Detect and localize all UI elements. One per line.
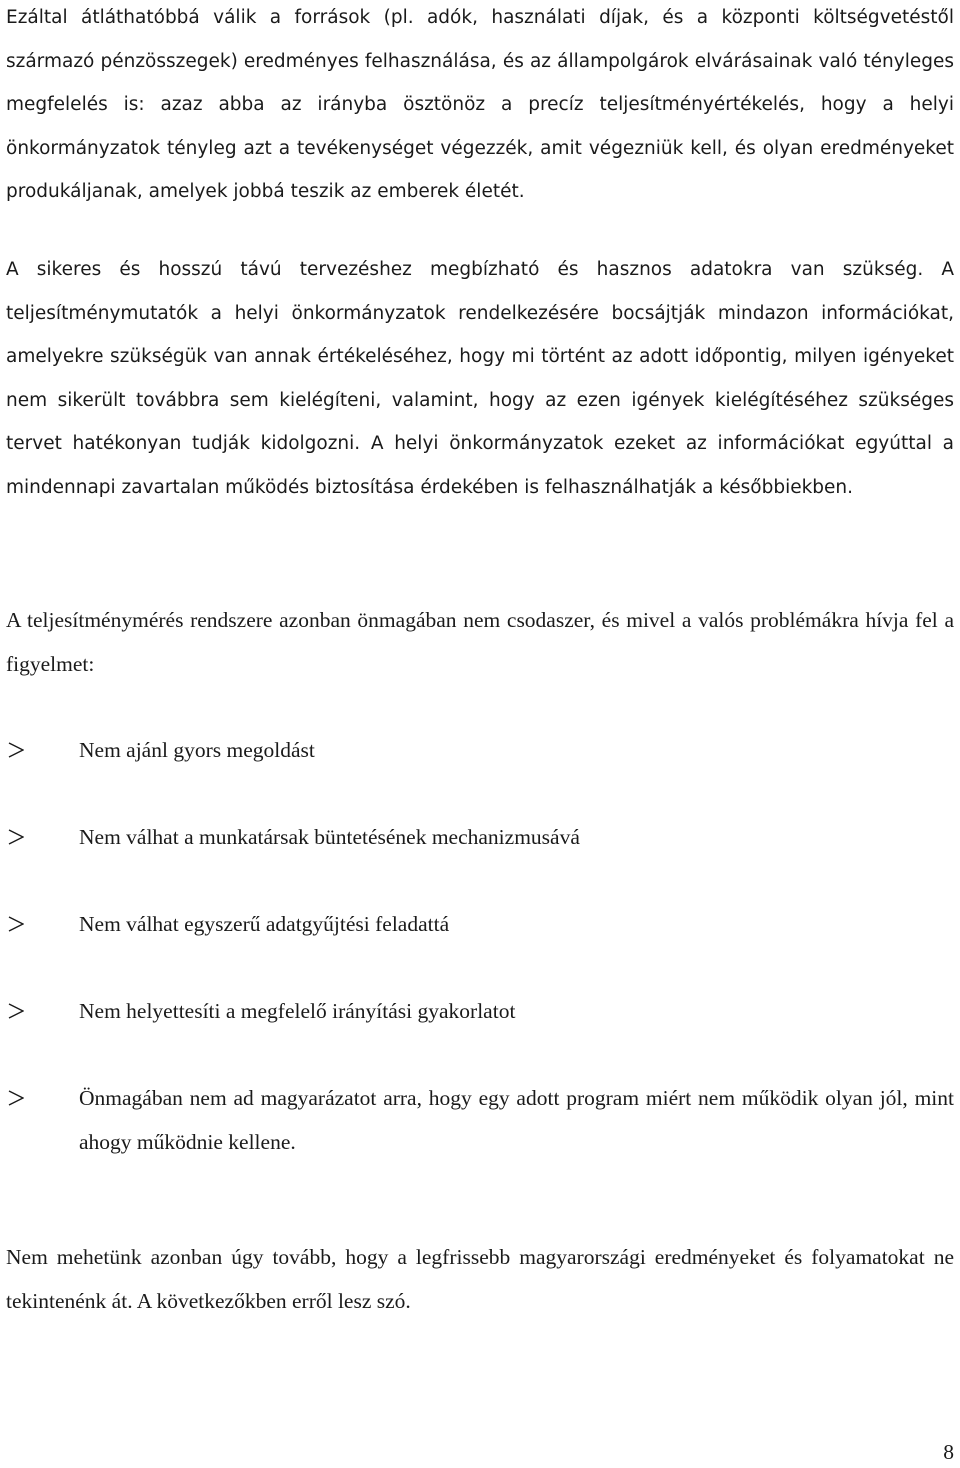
arrowhead-bullet-icon [8,1090,24,1106]
list-item [6,729,954,773]
arrowhead-bullet-icon [8,829,24,845]
paragraph-2: A sikeres és hosszú távú tervezéshez megbízható és hasznos adatokra van szükség. A teljesítménymutatók a helyi önkormányzatok rendelkezésére bocsájtják mindazon információkat, amelyekre szükségük van annak értékeléséhez, hogy mi történt az adott időpontig, milyen igényeket nem sikerült továbbra sem kielégíteni, valamint, hogy az ezen igények kielégítéséhez szükséges tervet hatékonyan tudják kidolgozni. A helyi önkormányzatok ezeket az információkat egyúttal a mindennapi zavartalan működés biztosítása érdekében is felhasználhatják a későbbiekben. [6,259,954,498]
list-item [6,816,954,860]
paragraph-1: Ezáltal átláthatóbbá válik a források (pl. adók, használati díjak, és a központi költségvetéstől származó pénzösszegek) eredményes felhasználása, és az állampolgárok elvárásainak való tényleges megfelelés is: azaz abba az irányba ösztönöz a precíz teljesítményértékelés, hogy a helyi önkormányzatok tényleg azt a tevékenységet végezzék, amit végezniük kell, és olyan eredményeket produkáljanak, amelyek jobbá teszik az emberek életét. [6,7,954,202]
bullet-list [6,729,954,1208]
paragraph-3: A teljesítménymérés rendszere azonban önmagában nem csodaszer, és mivel a valós problémákra hívja fel a figyelmet: [6,608,954,676]
arrowhead-bullet-icon [8,916,24,932]
list-item-text: Nem ajánl gyors megoldást [79,738,315,762]
page-number: 8 [943,1440,954,1464]
list-item [6,990,954,1034]
paragraph-4: Nem mehetünk azonban úgy tovább, hogy a legfrissebb magyarországi eredményeket és folyamatokat ne tekintenénk át. A következőkben erről lesz szó. [6,1245,954,1313]
list-item [6,903,954,947]
list-item-text: Önmagában nem ad magyarázatot arra, hogy egy adott program miért nem működik olyan jól, mint ahogy működnie kellene. [79,1086,954,1154]
list-item-text: Nem helyettesíti a megfelelő irányítási gyakorlatot [79,999,516,1023]
list-item-text: Nem válhat egyszerű adatgyűjtési feladattá [79,912,450,936]
list-item [6,1077,954,1164]
list-item-text: Nem válhat a munkatársak büntetésének mechanizmusává [79,825,580,849]
document-page [6,0,954,1468]
arrowhead-bullet-icon [8,1003,24,1019]
arrowhead-bullet-icon [8,742,24,758]
